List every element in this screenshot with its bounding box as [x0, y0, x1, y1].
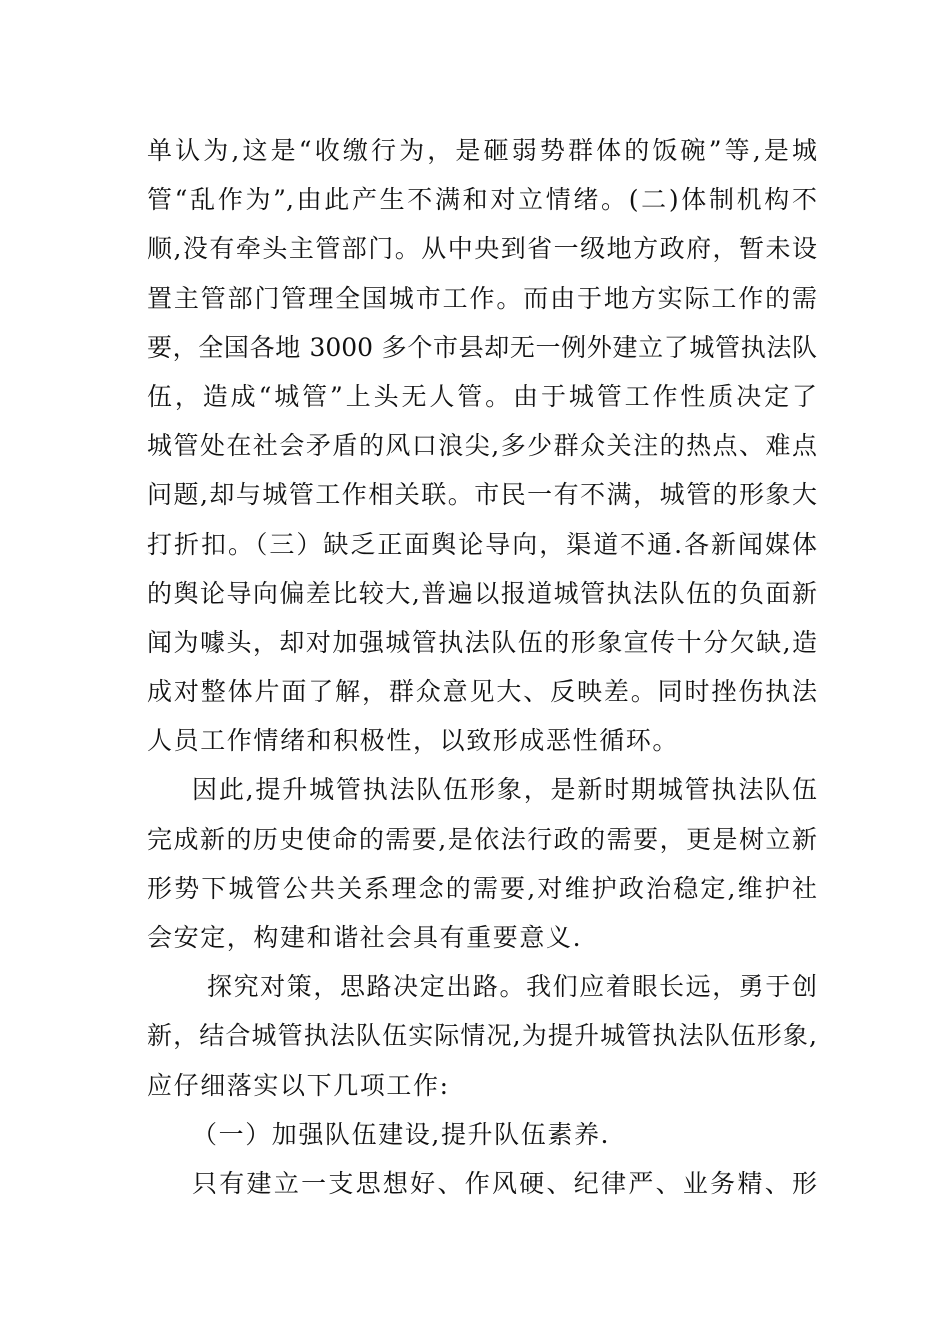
text-line: 单认为,这是“收缴行为，是砸弱势群体的饭碗”等,是城 [147, 136, 817, 165]
text-line: 新，结合城管执法队伍实际情况,为提升城管执法队伍形象, [147, 1021, 817, 1051]
text-line: 成对整体片面了解，群众意见大、反映差。同时挫伤执法 [147, 677, 817, 707]
text-line: 完成新的历史使命的需要,是依法行政的需要，更是树立新 [147, 824, 817, 854]
text-line: 人员工作情绪和积极性，以致形成恶性循环。 [147, 726, 680, 756]
text-line: 城管处在社会矛盾的风口浪尖,多少群众关注的热点、难点 [147, 431, 817, 461]
text-line: 闻为噱头，却对加强城管执法队伍的形象宣传十分欠缺,造 [147, 627, 817, 657]
text-line: 的舆论导向偏差比较大,普遍以报道城管执法队伍的负面新 [147, 578, 817, 608]
text-line: 因此,提升城管执法队伍形象，是新时期城管执法队伍 [192, 775, 817, 805]
section-heading: （一）加强队伍建设,提升队伍素养. [192, 1119, 611, 1149]
body-text [147, 126, 817, 1208]
text-line: 管“乱作为”,由此产生不满和对立情绪。(二)体制机构不 [147, 185, 817, 215]
text-line: 打折扣。（三）缺乏正面舆论导向，渠道不通.各新闻媒体 [147, 529, 817, 559]
text-line: 形势下城管公共关系理念的需要,对维护政治稳定,维护社 [147, 873, 817, 903]
text-line: 置主管部门管理全国城市工作。而由于地方实际工作的需 [147, 283, 817, 313]
text-line: 问题,却与城管工作相关联。市民一有不满，城管的形象大 [147, 480, 817, 510]
text-line: 只有建立一支思想好、作风硬、纪律严、业务精、形 [192, 1168, 817, 1198]
text-line: 探究对策，思路决定出路。我们应着眼长远，勇于创 [207, 972, 817, 1002]
text-line: 应仔细落实以下几项工作: [147, 1070, 450, 1100]
text-line: 会安定，构建和谐社会具有重要意义. [147, 923, 583, 952]
text-line: 伍，造成“城管”上头无人管。由于城管工作性质决定了 [147, 381, 817, 411]
text-line: 顺,没有牵头主管部门。从中央到省一级地方政府，暂未设 [147, 234, 817, 264]
text-line: 要，全国各地 3000 多个市县却无一例外建立了城管执法队 [147, 332, 817, 362]
